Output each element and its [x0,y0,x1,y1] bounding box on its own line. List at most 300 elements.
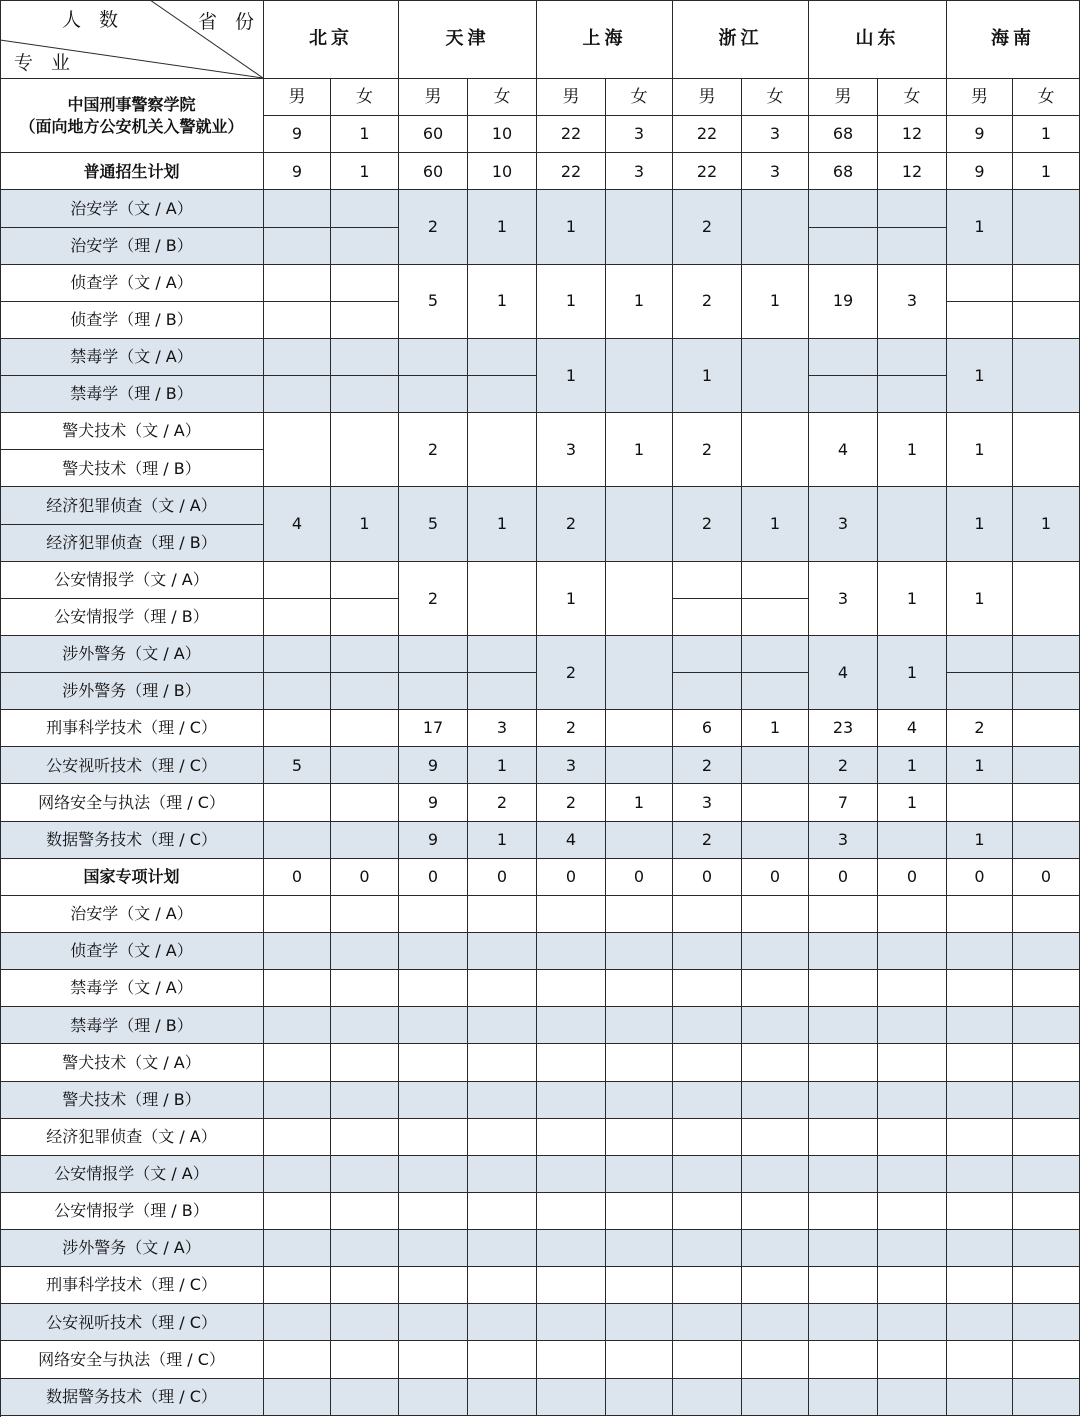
data-cell: 17 [399,710,468,747]
empty-cell [606,896,673,933]
empty-cell [399,1119,468,1156]
data-cell [606,562,673,636]
data-cell: 2 [673,822,742,859]
major-label: 公安情报学（文 / A） [0,1156,264,1193]
empty-cell [264,1119,331,1156]
empty-cell [809,190,878,227]
empty-cell [742,636,809,673]
data-cell: 1 [947,190,1013,264]
province-header: 海南 [947,0,1080,79]
plan-total-cell: 22 [537,153,606,190]
school-note: （面向地方公安机关入警就业） [19,116,244,136]
empty-cell [878,1007,947,1044]
data-cell: 1 [742,487,809,561]
major-label: 禁毒学（文 / A） [0,970,264,1007]
data-cell: 2 [673,487,742,561]
data-cell: 1 [947,747,1013,784]
data-cell: 1 [947,562,1013,636]
empty-cell [878,1304,947,1341]
major-label: 治安学（理 / B） [0,228,264,265]
data-cell: 3 [809,822,878,859]
empty-cell [537,970,606,1007]
empty-cell [331,636,399,673]
empty-cell [331,1119,399,1156]
data-cell: 2 [468,784,537,821]
empty-cell [468,1193,537,1230]
empty-cell [1013,265,1080,302]
empty-cell [264,1341,331,1378]
data-cell: 3 [537,747,606,784]
school-total-cell: 9 [947,116,1013,153]
data-cell [1013,413,1080,487]
plan-total-cell: 0 [331,859,399,896]
school-total-cell: 60 [399,116,468,153]
empty-cell [809,1156,878,1193]
empty-cell [1013,673,1080,710]
school-total-cell: 10 [468,116,537,153]
empty-cell [468,1379,537,1416]
empty-cell [264,339,331,376]
empty-cell [947,1230,1013,1267]
empty-cell [673,1119,742,1156]
empty-cell [468,1007,537,1044]
empty-cell [1013,636,1080,673]
empty-cell [331,376,399,413]
empty-cell [331,1379,399,1416]
plan-total-cell: 0 [1013,859,1080,896]
empty-cell [399,1007,468,1044]
province-header: 上海 [537,0,673,79]
gender-header: 男 [947,79,1013,116]
data-cell: 4 [809,636,878,710]
empty-cell [606,710,673,747]
empty-cell [468,636,537,673]
empty-cell [809,1119,878,1156]
empty-cell [673,970,742,1007]
plan-total-cell: 0 [399,859,468,896]
data-cell: 4 [809,413,878,487]
data-cell: 1 [468,747,537,784]
empty-cell [399,636,468,673]
empty-cell [606,1082,673,1119]
gender-header: 男 [264,79,331,116]
empty-cell [878,1267,947,1304]
data-cell: 1 [742,710,809,747]
empty-cell [878,190,947,227]
empty-cell [331,822,399,859]
empty-cell [878,896,947,933]
empty-cell [809,1044,878,1081]
empty-cell [264,1007,331,1044]
empty-cell [606,747,673,784]
empty-cell [606,1156,673,1193]
data-cell: 1 [878,747,947,784]
plan-total-cell: 68 [809,153,878,190]
empty-cell [947,1304,1013,1341]
data-cell: 1 [537,339,606,413]
empty-cell [606,1379,673,1416]
school-total-cell: 22 [673,116,742,153]
empty-cell [264,1082,331,1119]
empty-cell [673,896,742,933]
plan-total-cell: 60 [399,153,468,190]
major-label: 警犬技术（理 / B） [0,1082,264,1119]
school-total-cell: 3 [606,116,673,153]
gender-header: 女 [742,79,809,116]
empty-cell [399,673,468,710]
major-label: 禁毒学（理 / B） [0,1007,264,1044]
empty-cell [468,339,537,376]
empty-cell [809,970,878,1007]
empty-cell [947,1082,1013,1119]
empty-cell [878,228,947,265]
gender-header: 男 [537,79,606,116]
data-cell: 2 [399,413,468,487]
empty-cell [264,190,331,227]
data-cell [606,190,673,264]
empty-cell [264,636,331,673]
empty-cell [264,265,331,302]
empty-cell [264,1304,331,1341]
school-name: 中国刑事警察学院 [67,95,196,115]
major-label: 涉外警务（文 / A） [0,1230,264,1267]
data-cell [468,562,537,636]
empty-cell [399,1156,468,1193]
data-cell: 2 [673,747,742,784]
empty-cell [606,1304,673,1341]
empty-cell [264,784,331,821]
plan-total-cell: 1 [1013,153,1080,190]
data-cell: 2 [537,636,606,710]
major-label: 治安学（文 / A） [0,190,264,227]
data-cell: 1 [742,265,809,339]
empty-cell [468,1267,537,1304]
major-label: 公安情报学（理 / B） [0,1193,264,1230]
school-total-cell: 12 [878,116,947,153]
empty-cell [947,1044,1013,1081]
empty-cell [947,1267,1013,1304]
empty-cell [399,933,468,970]
empty-cell [1013,933,1080,970]
plan-total-cell: 0 [264,859,331,896]
major-label: 侦查学（文 / A） [0,933,264,970]
empty-cell [399,1230,468,1267]
data-cell [878,487,947,561]
empty-cell [606,1193,673,1230]
empty-cell [1013,1341,1080,1378]
data-cell [1013,339,1080,413]
empty-cell [537,1304,606,1341]
empty-cell [331,1267,399,1304]
data-cell: 1 [878,413,947,487]
plan-total-cell: 0 [809,859,878,896]
empty-cell [673,1007,742,1044]
empty-cell [537,1379,606,1416]
empty-cell [468,1082,537,1119]
empty-cell [878,1193,947,1230]
data-cell: 3 [809,562,878,636]
empty-cell [331,784,399,821]
empty-cell [1013,1304,1080,1341]
province-header: 山东 [809,0,947,79]
data-cell: 2 [673,413,742,487]
empty-cell [878,1119,947,1156]
empty-cell [331,970,399,1007]
empty-cell [1013,1379,1080,1416]
plan-total-cell: 12 [878,153,947,190]
plan-total-cell: 3 [606,153,673,190]
data-cell: 2 [399,562,468,636]
plan-total-cell: 22 [673,153,742,190]
major-label: 警犬技术（文 / A） [0,1044,264,1081]
data-cell: 1 [537,562,606,636]
empty-cell [809,1267,878,1304]
major-label: 侦查学（文 / A） [0,265,264,302]
major-label: 经济犯罪侦查（文 / A） [0,1119,264,1156]
empty-cell [947,1156,1013,1193]
empty-cell [809,1341,878,1378]
empty-cell [399,1379,468,1416]
empty-cell [331,302,399,339]
plan-total-cell: 0 [673,859,742,896]
empty-cell [673,1193,742,1230]
empty-cell [1013,1230,1080,1267]
data-cell: 2 [399,190,468,264]
gender-header: 男 [673,79,742,116]
empty-cell [264,1230,331,1267]
province-header: 天津 [399,0,537,79]
major-label: 治安学（文 / A） [0,896,264,933]
empty-cell [878,376,947,413]
empty-cell [947,302,1013,339]
data-cell: 19 [809,265,878,339]
empty-cell [809,1304,878,1341]
empty-cell [264,376,331,413]
empty-cell [537,1230,606,1267]
plan-total-cell: 1 [331,153,399,190]
plan-total-cell: 0 [947,859,1013,896]
empty-cell [331,228,399,265]
plan-total-cell: 0 [742,859,809,896]
empty-cell [331,1007,399,1044]
empty-cell [399,376,468,413]
empty-cell [264,710,331,747]
empty-cell [264,228,331,265]
empty-cell [1013,896,1080,933]
empty-cell [606,1044,673,1081]
empty-cell [947,896,1013,933]
data-cell: 2 [809,747,878,784]
empty-cell [331,562,399,599]
data-cell [468,413,537,487]
empty-cell [1013,1156,1080,1193]
empty-cell [399,1267,468,1304]
empty-cell [1013,822,1080,859]
header-corner [0,0,264,79]
data-cell [742,190,809,264]
empty-cell [537,896,606,933]
empty-cell [742,933,809,970]
school-name-cell [0,79,264,153]
empty-cell [673,1304,742,1341]
empty-cell [878,1341,947,1378]
data-cell: 1 [1013,487,1080,561]
data-cell: 2 [947,710,1013,747]
data-cell: 4 [537,822,606,859]
data-cell: 1 [468,190,537,264]
empty-cell [742,747,809,784]
empty-cell [742,673,809,710]
major-label: 警犬技术（理 / B） [0,450,264,487]
major-label: 公安视听技术（理 / C） [0,1304,264,1341]
empty-cell [1013,302,1080,339]
empty-cell [809,1193,878,1230]
data-cell: 1 [331,487,399,561]
data-cell [1013,562,1080,636]
empty-cell [264,896,331,933]
data-cell: 2 [673,190,742,264]
empty-cell [537,1341,606,1378]
empty-cell [399,1304,468,1341]
major-label: 数据警务技术（理 / C） [0,1379,264,1416]
empty-cell [809,933,878,970]
empty-cell [468,1304,537,1341]
empty-cell [742,1156,809,1193]
empty-cell [947,636,1013,673]
plan-total-cell: 9 [947,153,1013,190]
data-cell: 3 [673,784,742,821]
empty-cell [264,1044,331,1081]
empty-cell [264,970,331,1007]
major-label: 涉外警务（理 / B） [0,673,264,710]
empty-cell [809,228,878,265]
empty-cell [673,1230,742,1267]
empty-cell [742,1230,809,1267]
data-cell: 2 [537,487,606,561]
empty-cell [331,265,399,302]
empty-cell [947,673,1013,710]
empty-cell [331,1156,399,1193]
empty-cell [331,1230,399,1267]
data-cell: 5 [399,265,468,339]
empty-cell [468,1341,537,1378]
empty-cell [331,1341,399,1378]
major-label: 公安情报学（理 / B） [0,599,264,636]
empty-cell [399,1082,468,1119]
empty-cell [468,1156,537,1193]
plan-total-cell: 0 [878,859,947,896]
empty-cell [468,673,537,710]
empty-cell [606,822,673,859]
empty-cell [537,1082,606,1119]
data-cell: 3 [878,265,947,339]
empty-cell [537,1156,606,1193]
empty-cell [742,896,809,933]
major-label: 网络安全与执法（理 / C） [0,784,264,821]
empty-cell [673,1267,742,1304]
empty-cell [537,1119,606,1156]
data-cell: 6 [673,710,742,747]
gender-header: 男 [809,79,878,116]
data-cell: 1 [947,339,1013,413]
empty-cell [809,1230,878,1267]
plan-total-cell: 0 [537,859,606,896]
empty-cell [1013,1119,1080,1156]
empty-cell [878,1082,947,1119]
school-total-cell: 1 [331,116,399,153]
major-label: 公安视听技术（理 / C） [0,747,264,784]
empty-cell [468,1044,537,1081]
empty-cell [264,673,331,710]
plan-total-cell: 9 [264,153,331,190]
empty-cell [468,970,537,1007]
empty-cell [331,1193,399,1230]
empty-cell [331,896,399,933]
empty-cell [742,1379,809,1416]
empty-cell [331,1304,399,1341]
empty-cell [537,1007,606,1044]
data-cell: 2 [537,710,606,747]
major-label: 刑事科学技术（理 / C） [0,1267,264,1304]
empty-cell [878,933,947,970]
data-cell: 4 [878,710,947,747]
plan-title: 普通招生计划 [0,153,264,190]
empty-cell [878,822,947,859]
data-cell: 7 [809,784,878,821]
plan-total-cell: 10 [468,153,537,190]
empty-cell [742,1304,809,1341]
empty-cell [742,970,809,1007]
data-cell: 23 [809,710,878,747]
empty-cell [878,1156,947,1193]
major-label: 刑事科学技术（理 / C） [0,710,264,747]
empty-cell [264,1267,331,1304]
data-cell [331,413,399,487]
empty-cell [331,673,399,710]
empty-cell [673,1082,742,1119]
empty-cell [742,1341,809,1378]
data-cell [264,413,331,487]
empty-cell [947,933,1013,970]
empty-cell [947,1119,1013,1156]
empty-cell [331,599,399,636]
empty-cell [809,1379,878,1416]
major-label: 数据警务技术（理 / C） [0,822,264,859]
data-cell: 1 [468,265,537,339]
data-cell [1013,190,1080,264]
empty-cell [1013,784,1080,821]
major-label: 专 业 [14,52,77,74]
plan-total-cell: 0 [468,859,537,896]
empty-cell [264,1379,331,1416]
empty-cell [264,302,331,339]
empty-cell [606,1119,673,1156]
empty-cell [331,747,399,784]
empty-cell [742,1193,809,1230]
empty-cell [537,933,606,970]
empty-cell [947,265,1013,302]
data-cell: 1 [537,265,606,339]
empty-cell [742,822,809,859]
data-cell [606,339,673,413]
empty-cell [947,1341,1013,1378]
empty-cell [1013,1007,1080,1044]
empty-cell [809,339,878,376]
empty-cell [468,1230,537,1267]
empty-cell [264,562,331,599]
empty-cell [1013,970,1080,1007]
empty-cell [947,1193,1013,1230]
